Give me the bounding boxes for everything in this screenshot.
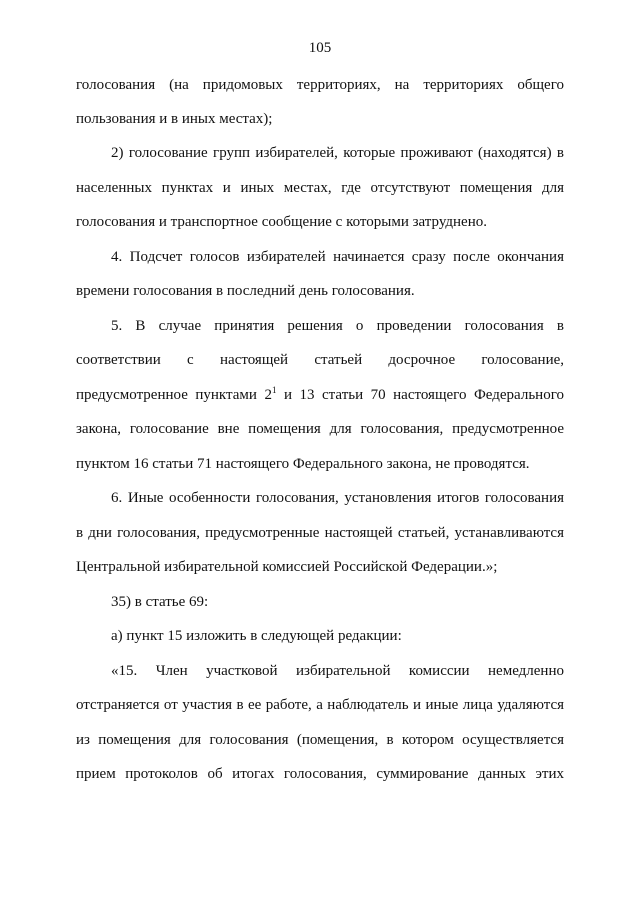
- text-line: отстраняется от участия в ее работе, а наблюдатель и иные лица удаляются: [76, 697, 564, 713]
- text-line: 6. Иные особенности голосования, установления итогов голосования: [111, 490, 564, 506]
- text-line: Центральной избирательной комиссией Российской Федерации.»;: [76, 559, 498, 575]
- text-line: времени голосования в последний день голосования.: [76, 283, 415, 299]
- text-line: 2) голосование групп избирателей, которые проживают (находятся) в: [111, 145, 564, 161]
- text-line: 5. В случае принятия решения о проведении голосования в: [111, 318, 564, 334]
- text-line: прием протоколов об итогах голосования, суммирование данных этих: [76, 766, 564, 782]
- text-line: 35) в статье 69:: [111, 594, 209, 610]
- text-line: пользования и в иных местах);: [76, 111, 273, 127]
- text-line: а) пункт 15 изложить в следующей редакции:: [111, 628, 402, 644]
- text-segment: предусмотренное пунктами 2: [76, 387, 272, 403]
- text-line: населенных пунктах и иных местах, где отсутствуют помещения для: [76, 180, 564, 196]
- text-line: пунктом 16 статьи 71 настоящего Федерального закона, не проводятся.: [76, 456, 530, 472]
- text-line: соответствии с настоящей статьей досрочное голосование,: [76, 352, 564, 368]
- text-line: голосования (на придомовых территориях, на территориях общего: [76, 77, 564, 93]
- text-line: из помещения для голосования (помещения, в котором осуществляется: [76, 732, 564, 748]
- text-segment: и 13 статьи 70 настоящего Федерального: [283, 387, 564, 403]
- text-line-with-superscript: [76, 385, 564, 405]
- text-line: 4. Подсчет голосов избирателей начинается сразу после окончания: [111, 249, 564, 265]
- text-line: «15. Член участковой избирательной комиссии немедленно: [111, 663, 564, 679]
- page-number: 105: [308, 40, 332, 56]
- text-line: закона, голосование вне помещения для голосования, предусмотренное: [76, 421, 564, 437]
- text-line: голосования и транспортное сообщение с которыми затруднено.: [76, 214, 487, 230]
- text-line: в дни голосования, предусмотренные настоящей статьей, устанавливаются: [76, 525, 564, 541]
- superscript: 1: [271, 385, 277, 395]
